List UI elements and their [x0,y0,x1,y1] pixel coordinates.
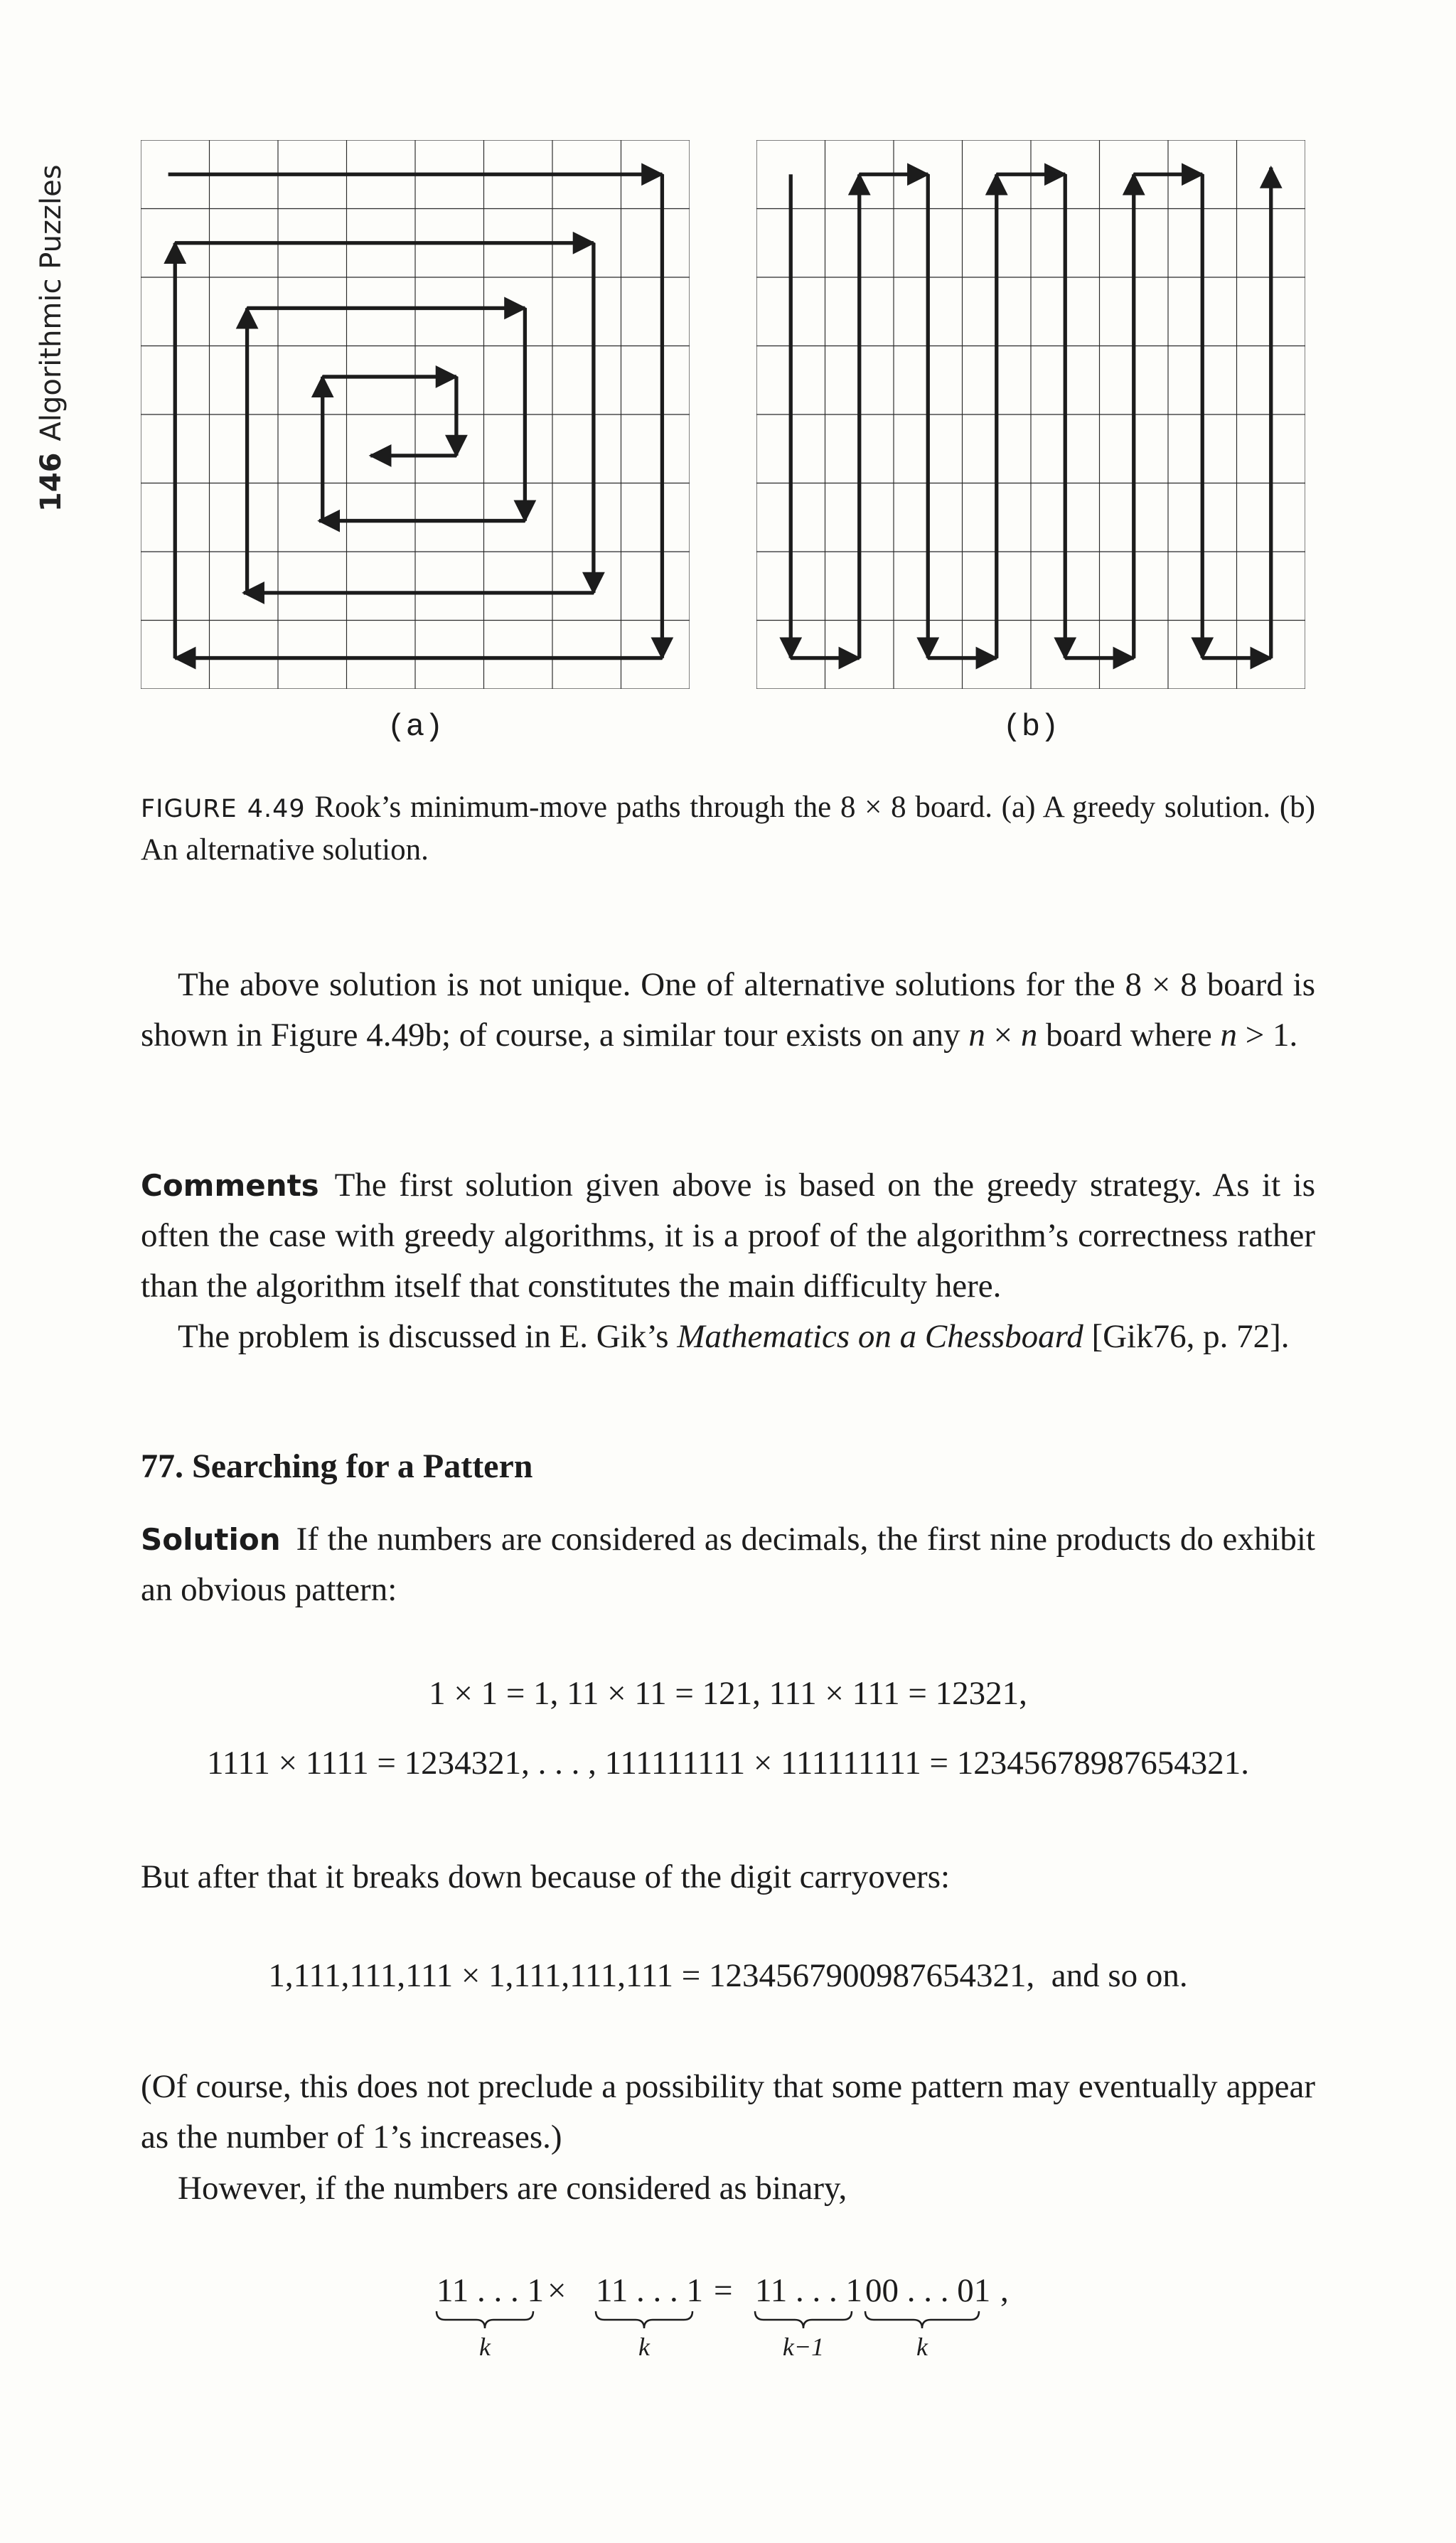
para1-text: > 1. [1237,1017,1298,1054]
underbrace-label-1: k [479,2333,491,2361]
running-head-title: Algorithmic Puzzles [35,164,68,441]
var-n: n [1220,1017,1237,1054]
underbrace-1 [437,2311,533,2328]
times-symbol: × [547,2272,567,2309]
comments-head: Comments [141,1168,319,1203]
section-title: 77. Searching for a Pattern [141,1447,533,1485]
binary-term-4: 00 . . . 01 [865,2272,991,2309]
underbrace-2 [596,2311,692,2328]
para1-text: The above solution is not unique. One of alternative solutions for the 8 × 8 board is shown in Figure 4.49b; of course, a similar tour exists on any [141,966,1315,1054]
binary-term-2: 11 . . . 1 [596,2272,704,2309]
times-symbol: × [985,1017,1021,1054]
var-n: n [1020,1017,1038,1054]
underbrace-label-4: k [916,2333,928,2361]
running-head-page: 146 [35,452,68,512]
board-b-column-sweep [756,140,1305,689]
board-a-grid [141,140,690,689]
paragraph-binary: However, if the numbers are considered as binary, [178,2170,847,2207]
equation-decimal-products-2: 1111 × 1111 = 1234321, . . . , 111111111 × 111111111 = 12345678987654321. [207,1745,1249,1782]
figure-label-a: (a) [387,710,444,745]
para1-text: board where [1037,1017,1221,1054]
running-head [30,128,73,512]
underbrace-label-2: k [638,2333,650,2361]
equals-symbol: = [714,2272,733,2309]
paragraph-carryovers: But after that it breaks down because of the digit carryovers: [141,1858,951,1895]
paragraph-not-unique [141,960,1315,1061]
underbrace-4 [865,2311,979,2328]
equation-carryover-tail: and so on. [1051,1957,1188,1994]
solution-head: Solution [141,1522,281,1557]
comments-text: The first solution given above is based on the greedy strategy. As it is often the case with greedy algorithms, it is a proof of the algorithm’s correctness rather than the algorithm itself that constitutes the main difficulty here. [141,1167,1315,1305]
gik-text: The problem is discussed in E. Gik’s [178,1318,678,1355]
figure-caption-head: FIGURE 4.49 [141,795,306,823]
equation-carryover-math: 1,111,111,111 × 1,111,111,111 = 1234567900987654321, [268,1957,1035,1994]
var-n: n [968,1017,985,1054]
paragraph-gik-reference [141,1312,1315,1362]
underbrace-3 [755,2311,852,2328]
gik-citation: [Gik76, p. 72]. [1083,1318,1290,1355]
underbraces [437,2311,979,2328]
board-a-greedy-spiral [141,140,690,689]
figure-caption [141,787,1315,870]
equation-carryover [0,1956,1456,1995]
figure-caption-text: Rook’s minimum-move paths through the 8 × 8 board. (a) A greedy solution. (b) An alternative solution. [141,791,1316,867]
paragraph-comments [141,1160,1315,1312]
binary-term-1: 11 . . . 1 [437,2272,545,2309]
binary-term-3: 11 . . . 1 [755,2272,863,2309]
equation-binary [427,2264,1031,2378]
solution-text: If the numbers are considered as decimals, the first nine products do exhibit an obvious pattern: [141,1521,1315,1608]
paragraph-of-course: (Of course, this does not preclude a possibility that some pattern may eventually appear as the number of 1’s increases.) [141,2068,1315,2156]
book-title: Mathematics on a Chessboard [677,1318,1083,1355]
binary-comma: , [1000,2272,1009,2309]
equation-decimal-products-1: 1 × 1 = 1, 11 × 11 = 121, 111 × 111 = 12321, [429,1675,1027,1712]
paragraph-solution [141,1514,1315,1615]
board-b-grid [756,140,1305,689]
underbrace-label-3: k−1 [782,2333,825,2361]
figure-label-b: (b) [1002,710,1059,745]
